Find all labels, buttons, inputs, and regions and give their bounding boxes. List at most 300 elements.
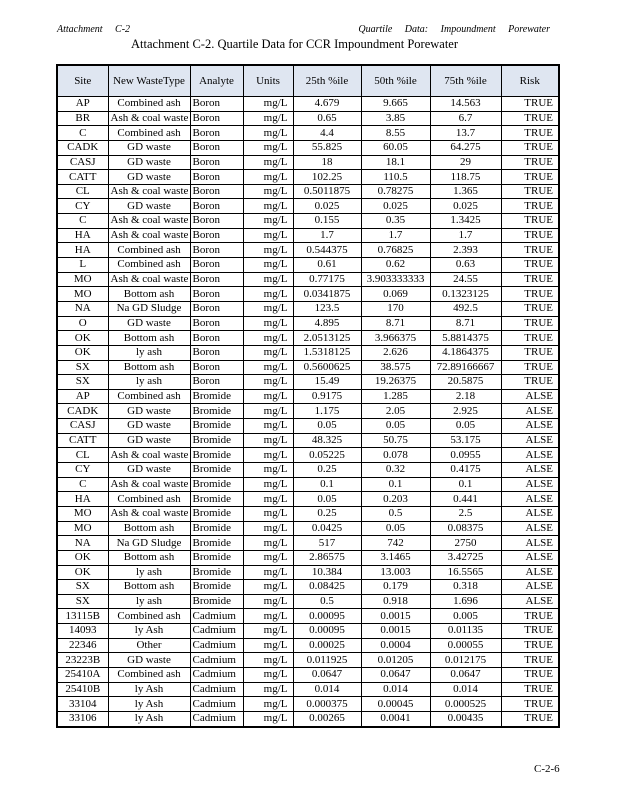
waste-type-cell: Bottom ash [108,287,190,302]
p50-cell: 0.1 [361,477,430,492]
units-cell: mg/L [243,667,293,682]
p50-cell: 0.35 [361,214,430,229]
risk-cell: TRUE [501,301,559,316]
risk-cell: TRUE [501,258,559,273]
risk-cell: TRUE [501,228,559,243]
table-row [57,360,559,375]
analyte-cell: Boron [190,126,243,141]
site-cell: SX [57,360,108,375]
analyte-cell: Bromide [190,389,243,404]
waste-type-cell: Ash & coal waste [108,506,190,521]
table-row [57,682,559,697]
site-cell: OK [57,565,108,580]
p25-cell: 123.5 [293,301,361,316]
header-word-porewater: Porewater [508,24,550,35]
table-row [57,243,559,258]
p50-cell: 8.71 [361,316,430,331]
risk-cell: ALSE [501,404,559,419]
p75-cell: 0.08375 [430,521,501,536]
risk-cell: ALSE [501,448,559,463]
analyte-cell: Cadmium [190,697,243,712]
analyte-cell: Boron [190,199,243,214]
waste-type-cell: ly Ash [108,682,190,697]
risk-cell: TRUE [501,272,559,287]
p75-cell: 0.012175 [430,653,501,668]
p75-cell: 0.318 [430,580,501,595]
p25-cell: 0.000375 [293,697,361,712]
p50-cell: 1.285 [361,389,430,404]
site-cell: CY [57,463,108,478]
p25-cell: 0.25 [293,463,361,478]
table-row [57,287,559,302]
p25-cell: 0.05 [293,492,361,507]
analyte-cell: Bromide [190,506,243,521]
waste-type-cell: ly ash [108,345,190,360]
p25-cell: 0.0425 [293,521,361,536]
p75-cell: 0.1 [430,477,501,492]
p50-cell: 50.75 [361,433,430,448]
site-cell: NA [57,301,108,316]
waste-type-cell: Bottom ash [108,521,190,536]
p50-cell: 3.966375 [361,331,430,346]
p25-cell: 0.1 [293,477,361,492]
risk-cell: ALSE [501,506,559,521]
site-cell: OK [57,550,108,565]
p50-cell: 1.7 [361,228,430,243]
units-cell: mg/L [243,331,293,346]
p25-cell: 48.325 [293,433,361,448]
analyte-cell: Boron [190,228,243,243]
p75-cell: 1.7 [430,228,501,243]
p25-cell: 0.00265 [293,711,361,726]
analyte-cell: Bromide [190,477,243,492]
units-cell: mg/L [243,653,293,668]
waste-type-cell: GD waste [108,170,190,185]
analyte-cell: Cadmium [190,638,243,653]
site-cell: SX [57,594,108,609]
p25-cell: 0.61 [293,258,361,273]
p25-cell: 0.05 [293,419,361,434]
risk-cell: TRUE [501,97,559,112]
p75-cell: 5.8814375 [430,331,501,346]
site-cell: CY [57,199,108,214]
units-cell: mg/L [243,170,293,185]
waste-type-cell: GD waste [108,463,190,478]
p75-cell: 0.014 [430,682,501,697]
risk-cell: TRUE [501,287,559,302]
p75-cell: 1.365 [430,184,501,199]
site-cell: MO [57,272,108,287]
p50-cell: 0.014 [361,682,430,697]
units-cell: mg/L [243,711,293,726]
table-row [57,667,559,682]
waste-type-cell: ly Ash [108,711,190,726]
table-row [57,272,559,287]
waste-type-cell: Na GD Sludge [108,301,190,316]
risk-cell: TRUE [501,170,559,185]
running-header-left [57,24,140,35]
units-cell: mg/L [243,550,293,565]
table-row [57,580,559,595]
analyte-cell: Boron [190,170,243,185]
site-cell: 23223B [57,653,108,668]
p50-cell: 0.203 [361,492,430,507]
risk-cell: ALSE [501,521,559,536]
p75-cell: 0.005 [430,609,501,624]
risk-cell: TRUE [501,711,559,726]
units-cell: mg/L [243,536,293,551]
header-word-impoundment: Impoundment [440,24,496,35]
p50-cell: 0.05 [361,521,430,536]
p75-cell: 24.55 [430,272,501,287]
p75-cell: 13.7 [430,126,501,141]
p50-cell: 38.575 [361,360,430,375]
table-title: Attachment C-2. Quartile Data for CCR Impoundment Porewater [131,37,459,51]
p75-cell: 2.393 [430,243,501,258]
site-cell: OK [57,345,108,360]
units-cell: mg/L [243,214,293,229]
column-header-units: Units [243,65,293,97]
analyte-cell: Bromide [190,550,243,565]
p50-cell: 9.665 [361,97,430,112]
analyte-cell: Bromide [190,419,243,434]
site-cell: 22346 [57,638,108,653]
table-row [57,521,559,536]
units-cell: mg/L [243,301,293,316]
analyte-cell: Cadmium [190,682,243,697]
p25-cell: 0.65 [293,111,361,126]
risk-cell: ALSE [501,389,559,404]
table-row [57,140,559,155]
risk-cell: TRUE [501,111,559,126]
p25-cell: 0.025 [293,199,361,214]
units-cell: mg/L [243,126,293,141]
units-cell: mg/L [243,404,293,419]
p50-cell: 8.55 [361,126,430,141]
waste-type-cell: Na GD Sludge [108,536,190,551]
p25-cell: 0.5600625 [293,360,361,375]
risk-cell: ALSE [501,433,559,448]
units-cell: mg/L [243,140,293,155]
p25-cell: 4.895 [293,316,361,331]
table-row [57,214,559,229]
p25-cell: 0.9175 [293,389,361,404]
waste-type-cell: GD waste [108,433,190,448]
risk-cell: ALSE [501,565,559,580]
waste-type-cell: Combined ash [108,667,190,682]
p75-cell: 0.01135 [430,624,501,639]
site-cell: CASJ [57,419,108,434]
p25-cell: 0.00095 [293,609,361,624]
waste-type-cell: Bottom ash [108,580,190,595]
p75-cell: 8.71 [430,316,501,331]
waste-type-cell: GD waste [108,316,190,331]
units-cell: mg/L [243,243,293,258]
p25-cell: 4.4 [293,126,361,141]
units-cell: mg/L [243,375,293,390]
waste-type-cell: Combined ash [108,243,190,258]
waste-type-cell: Combined ash [108,258,190,273]
p75-cell: 14.563 [430,97,501,112]
units-cell: mg/L [243,580,293,595]
column-header-50th: 50th %ile [361,65,430,97]
site-cell: HA [57,243,108,258]
p75-cell: 118.75 [430,170,501,185]
analyte-cell: Boron [190,345,243,360]
analyte-cell: Boron [190,111,243,126]
p50-cell: 2.626 [361,345,430,360]
units-cell: mg/L [243,184,293,199]
site-cell: MO [57,287,108,302]
p50-cell: 0.05 [361,419,430,434]
site-cell: HA [57,492,108,507]
risk-cell: TRUE [501,199,559,214]
p50-cell: 170 [361,301,430,316]
table-row [57,404,559,419]
p75-cell: 0.00055 [430,638,501,653]
site-cell: OK [57,331,108,346]
analyte-cell: Boron [190,360,243,375]
p75-cell: 53.175 [430,433,501,448]
analyte-cell: Bromide [190,521,243,536]
risk-cell: ALSE [501,580,559,595]
p50-cell: 0.179 [361,580,430,595]
p75-cell: 72.89166667 [430,360,501,375]
p75-cell: 0.00435 [430,711,501,726]
waste-type-cell: GD waste [108,653,190,668]
site-cell: C [57,214,108,229]
units-cell: mg/L [243,287,293,302]
analyte-cell: Cadmium [190,711,243,726]
table-row [57,419,559,434]
table-row [57,126,559,141]
table-row [57,448,559,463]
site-cell: 33104 [57,697,108,712]
site-cell: CL [57,184,108,199]
table-row [57,638,559,653]
table-row [57,228,559,243]
p25-cell: 102.25 [293,170,361,185]
p25-cell: 0.00025 [293,638,361,653]
waste-type-cell: Ash & coal waste [108,272,190,287]
table-row [57,331,559,346]
units-cell: mg/L [243,463,293,478]
p50-cell: 0.62 [361,258,430,273]
p50-cell: 110.5 [361,170,430,185]
p25-cell: 0.544375 [293,243,361,258]
units-cell: mg/L [243,697,293,712]
units-cell: mg/L [243,609,293,624]
analyte-cell: Boron [190,316,243,331]
units-cell: mg/L [243,448,293,463]
waste-type-cell: Bottom ash [108,331,190,346]
column-header-site: Site [57,65,108,97]
units-cell: mg/L [243,389,293,404]
risk-cell: TRUE [501,243,559,258]
p50-cell: 0.01205 [361,653,430,668]
p75-cell: 3.42725 [430,550,501,565]
table-row [57,433,559,448]
risk-cell: TRUE [501,316,559,331]
table-header-row [57,65,559,97]
p50-cell: 18.1 [361,155,430,170]
site-cell: CL [57,448,108,463]
waste-type-cell: GD waste [108,155,190,170]
p75-cell: 2.925 [430,404,501,419]
site-cell: CATT [57,433,108,448]
p25-cell: 15.49 [293,375,361,390]
units-cell: mg/L [243,638,293,653]
table-row [57,711,559,726]
running-header-right [348,24,550,35]
p25-cell: 0.25 [293,506,361,521]
units-cell: mg/L [243,594,293,609]
p75-cell: 16.5565 [430,565,501,580]
risk-cell: TRUE [501,331,559,346]
site-cell: AP [57,97,108,112]
p50-cell: 0.32 [361,463,430,478]
p25-cell: 0.0647 [293,667,361,682]
p75-cell: 6.7 [430,111,501,126]
p25-cell: 2.0513125 [293,331,361,346]
p25-cell: 10.384 [293,565,361,580]
p25-cell: 0.05225 [293,448,361,463]
site-cell: 33106 [57,711,108,726]
risk-cell: ALSE [501,550,559,565]
waste-type-cell: GD waste [108,404,190,419]
p25-cell: 0.5011875 [293,184,361,199]
table-row [57,375,559,390]
p25-cell: 0.00095 [293,624,361,639]
p25-cell: 517 [293,536,361,551]
waste-type-cell: GD waste [108,419,190,434]
analyte-cell: Bromide [190,580,243,595]
risk-cell: TRUE [501,609,559,624]
p25-cell: 0.0341875 [293,287,361,302]
site-cell: CATT [57,170,108,185]
site-cell: CADK [57,140,108,155]
units-cell: mg/L [243,97,293,112]
waste-type-cell: ly Ash [108,697,190,712]
p25-cell: 18 [293,155,361,170]
waste-type-cell: Ash & coal waste [108,111,190,126]
p50-cell: 0.0647 [361,667,430,682]
p50-cell: 0.0041 [361,711,430,726]
analyte-cell: Cadmium [190,653,243,668]
analyte-cell: Bromide [190,433,243,448]
units-cell: mg/L [243,258,293,273]
waste-type-cell: Bottom ash [108,550,190,565]
risk-cell: TRUE [501,360,559,375]
site-cell: 14093 [57,624,108,639]
p50-cell: 2.05 [361,404,430,419]
table-row [57,301,559,316]
table-row [57,389,559,404]
units-cell: mg/L [243,360,293,375]
p25-cell: 55.825 [293,140,361,155]
table-row [57,609,559,624]
waste-type-cell: Bottom ash [108,360,190,375]
p50-cell: 3.1465 [361,550,430,565]
analyte-cell: Boron [190,155,243,170]
site-cell: MO [57,521,108,536]
risk-cell: TRUE [501,375,559,390]
table-row [57,463,559,478]
analyte-cell: Cadmium [190,624,243,639]
units-cell: mg/L [243,199,293,214]
analyte-cell: Cadmium [190,609,243,624]
p75-cell: 0.4175 [430,463,501,478]
table-row [57,565,559,580]
table-row [57,477,559,492]
site-cell: C [57,126,108,141]
analyte-cell: Boron [190,272,243,287]
risk-cell: TRUE [501,126,559,141]
page-number: C-2-6 [534,763,560,775]
table-row [57,653,559,668]
units-cell: mg/L [243,155,293,170]
column-header-waste-type: New WasteType [108,65,190,97]
risk-cell: ALSE [501,594,559,609]
p75-cell: 2.5 [430,506,501,521]
risk-cell: TRUE [501,140,559,155]
analyte-cell: Boron [190,287,243,302]
analyte-cell: Bromide [190,463,243,478]
p50-cell: 0.76825 [361,243,430,258]
p75-cell: 0.441 [430,492,501,507]
waste-type-cell: Ash & coal waste [108,448,190,463]
units-cell: mg/L [243,345,293,360]
column-header-25th: 25th %ile [293,65,361,97]
risk-cell: TRUE [501,638,559,653]
waste-type-cell: Combined ash [108,389,190,404]
waste-type-cell: ly ash [108,565,190,580]
p50-cell: 19.26375 [361,375,430,390]
units-cell: mg/L [243,316,293,331]
p25-cell: 0.155 [293,214,361,229]
analyte-cell: Boron [190,97,243,112]
p75-cell: 29 [430,155,501,170]
p75-cell: 0.025 [430,199,501,214]
risk-cell: ALSE [501,419,559,434]
p50-cell: 0.78275 [361,184,430,199]
table-row [57,594,559,609]
units-cell: mg/L [243,624,293,639]
p50-cell: 742 [361,536,430,551]
table-row [57,170,559,185]
header-attachment-id: C-2 [115,24,131,35]
p25-cell: 0.5 [293,594,361,609]
p50-cell: 0.078 [361,448,430,463]
analyte-cell: Bromide [190,404,243,419]
units-cell: mg/L [243,477,293,492]
analyte-cell: Bromide [190,492,243,507]
risk-cell: ALSE [501,492,559,507]
analyte-cell: Boron [190,184,243,199]
site-cell: O [57,316,108,331]
p50-cell: 0.918 [361,594,430,609]
site-cell: SX [57,580,108,595]
waste-type-cell: Combined ash [108,492,190,507]
units-cell: mg/L [243,228,293,243]
p75-cell: 0.05 [430,419,501,434]
analyte-cell: Boron [190,214,243,229]
waste-type-cell: Combined ash [108,609,190,624]
p75-cell: 0.0647 [430,667,501,682]
p75-cell: 1.696 [430,594,501,609]
p50-cell: 0.069 [361,287,430,302]
risk-cell: TRUE [501,682,559,697]
